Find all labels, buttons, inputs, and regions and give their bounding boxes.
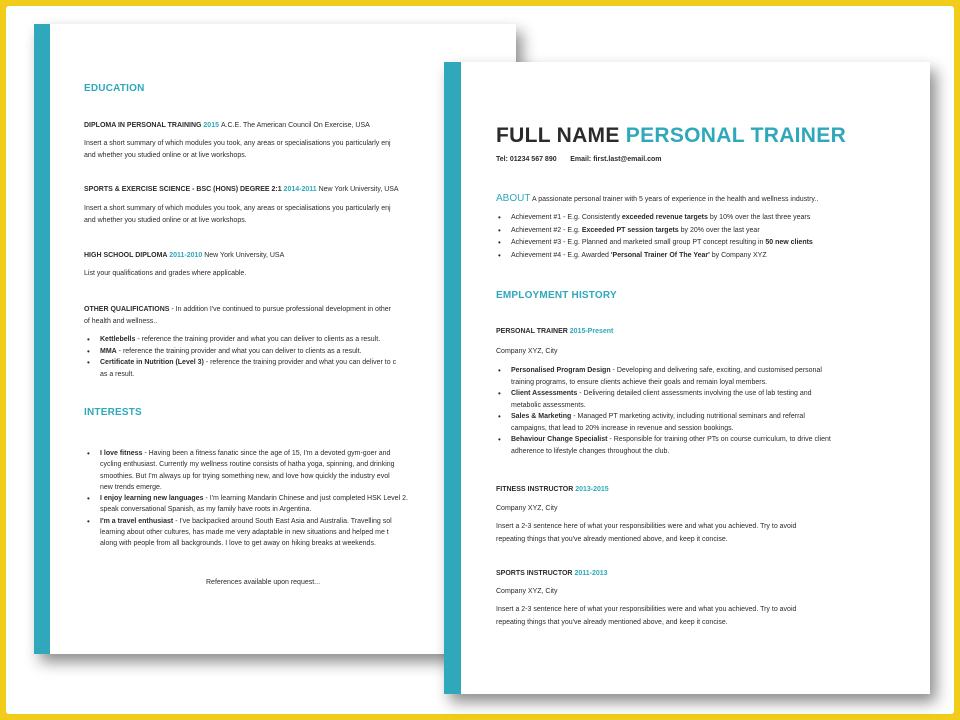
contact-line: Tel: 01234 567 890 Email: first.last@email.com bbox=[496, 156, 662, 163]
list-item: • Achievement #2 - E.g. Exceeded PT session targets by 20% over the last year bbox=[497, 225, 813, 238]
education-entry-2-desc: Insert a short summary of which modules you took, any areas or specialisations you particularly enj and whether you studied online or at live workshops. bbox=[84, 205, 391, 224]
list-item: • Client Assessments - Delivering detailed client assessments involving the use of lab testing and metabolic assessments. bbox=[497, 388, 831, 411]
education-entry-3-heading: HIGH SCHOOL DIPLOMA 2011-2010 New York University, USA bbox=[84, 252, 285, 259]
education-entry-1-heading: DIPLOMA IN PERSONAL TRAINING 2015 A.C.E. The American Council On Exercise, USA bbox=[84, 122, 370, 129]
list-item: • Achievement #4 - E.g. Awarded 'Personal Trainer Of The Year' by Company XYZ bbox=[497, 250, 813, 263]
job-1-heading: PERSONAL TRAINER 2015-Present bbox=[496, 328, 614, 335]
other-qualifications-intro: OTHER QUALIFICATIONS - In addition I've continued to pursue professional development in other of health and wellness.. bbox=[84, 306, 392, 325]
about-title: ABOUT bbox=[496, 193, 531, 204]
job-2-desc: Insert a 2-3 sentence here of what your responsibilities were and what you achieved. Try to avoid repeating things that you've already mentioned above, and keep it concise. bbox=[496, 523, 797, 543]
job-1-responsibilities bbox=[497, 365, 831, 457]
other-qualifications-list bbox=[86, 334, 396, 380]
list-item: • I enjoy learning new languages - I'm learning Mandarin Chinese and just completed HSK Level 2. speak conversational Spanish, as my family have roots in Argentina. bbox=[86, 493, 408, 516]
list-item: • Certificate in Nutrition (Level 3) - reference the training provider and what you can deliver to c as a result. bbox=[86, 357, 396, 380]
list-item: • Sales & Marketing - Managed PT marketing activity, including nutritional seminars and referral campaigns, that lead to 20% increase in revenue and session bookings. bbox=[497, 411, 831, 434]
interests-list bbox=[86, 448, 408, 550]
name-title: FULL NAME PERSONAL TRAINER bbox=[496, 124, 847, 147]
list-item: • MMA - reference the training provider and what you can deliver to clients as a result. bbox=[86, 346, 396, 358]
education-entry-2-heading: SPORTS & EXERCISE SCIENCE - BSC (HONS) DEGREE 2:1 2014-2011 New York University, USA bbox=[84, 186, 399, 193]
job-3-heading: SPORTS INSTRUCTOR 2011-2013 bbox=[496, 570, 608, 577]
list-item: • Kettlebells - reference the training provider and what you can deliver to clients as a result. bbox=[86, 334, 396, 346]
list-item: • I'm a travel enthusiast - I've backpacked around South East Asia and Australia. Travelling sol learning about other cultures, has made me very adaptable in new situations and helped me t along with people from all backgrounds. I love to get away on hiking breaks at weekends. bbox=[86, 516, 408, 550]
achievements-list bbox=[497, 212, 813, 262]
job-2-heading: FITNESS INSTRUCTOR 2013-2015 bbox=[496, 486, 609, 493]
references-note: References available upon request... bbox=[206, 579, 321, 586]
about-line: ABOUT A passionate personal trainer with 5 years of experience in the health and wellness industry.. bbox=[496, 193, 819, 204]
education-entry-1-desc: Insert a short summary of which modules you took, any areas or specialisations you particularly enj and whether you studied online or at live workshops. bbox=[84, 140, 391, 159]
interests-title: INTERESTS bbox=[84, 407, 142, 418]
education-entry-3-desc: List your qualifications and grades where applicable. bbox=[84, 270, 247, 277]
resume-page-front bbox=[444, 62, 930, 694]
list-item: • Achievement #3 - E.g. Planned and marketed small group PT concept resulting in 50 new clients bbox=[497, 237, 813, 250]
education-title: EDUCATION bbox=[84, 83, 145, 94]
list-item: • Achievement #1 - E.g. Consistently exceeded revenue targets by 10% over the last three years bbox=[497, 212, 813, 225]
list-item: • Behaviour Change Specialist - Responsible for training other PTs on course curriculum, to drive client adherence to lifestyle changes throughout the club. bbox=[497, 434, 831, 457]
job-3-desc: Insert a 2-3 sentence here of what your responsibilities were and what you achieved. Try to avoid repeating things that you've already mentioned above, and keep it concise. bbox=[496, 606, 797, 626]
list-item: • Personalised Program Design - Developing and delivering safe, exciting, and customised personal training programs, to ensure clients achieve their goals and remain loyal members. bbox=[497, 365, 831, 388]
job-2-company: Company XYZ, City bbox=[496, 505, 558, 512]
job-3-company: Company XYZ, City bbox=[496, 588, 558, 595]
list-item: • I love fitness - Having been a fitness fanatic since the age of 15, I'm a devoted gym-goer and cycling enthusiast. Currently my wellness routine consists of hatha yoga, spinning, and drinking smoothies. But I'm always up for trying something new, and love how quickly the industry evol new trends emerge. bbox=[86, 448, 408, 493]
employment-title: EMPLOYMENT HISTORY bbox=[496, 290, 617, 301]
job-1-company: Company XYZ, City bbox=[496, 348, 558, 355]
